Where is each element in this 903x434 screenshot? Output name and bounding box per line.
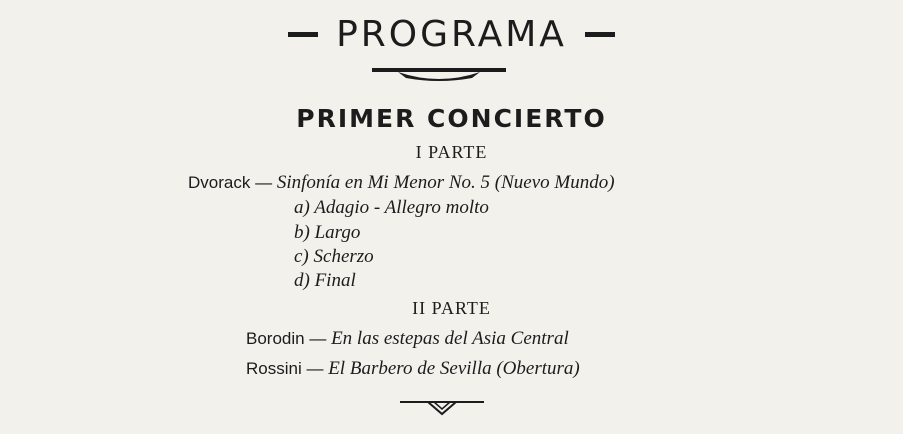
divider-ornament bbox=[368, 62, 510, 84]
title-right-dash bbox=[585, 32, 615, 37]
movement-item: b) Largo bbox=[294, 222, 361, 243]
part-two-heading: II PARTE bbox=[412, 298, 491, 318]
part-one-heading: I PARTE bbox=[415, 142, 488, 162]
composer-name: Borodin — bbox=[246, 329, 327, 348]
movement-item: a) Adagio - Allegro molto bbox=[294, 197, 489, 218]
borodin-line bbox=[246, 328, 569, 350]
bottom-ornament bbox=[398, 396, 486, 416]
concert-subtitle: PRIMER CONCIERTO bbox=[296, 104, 607, 133]
program-title: PROGRAMA bbox=[0, 14, 903, 55]
composer-name: Rossini — bbox=[246, 359, 324, 378]
dvorak-line bbox=[188, 172, 615, 194]
work-title: En las estepas del Asia Central bbox=[331, 328, 569, 349]
work-title: Sinfonía en Mi Menor No. 5 (Nuevo Mundo) bbox=[276, 172, 615, 193]
composer-name: Dvorack — bbox=[188, 173, 273, 192]
movement-item: d) Final bbox=[294, 270, 356, 291]
rossini-line bbox=[246, 358, 580, 380]
title-left-dash bbox=[288, 32, 318, 37]
work-title: El Barbero de Sevilla (Obertura) bbox=[328, 358, 580, 379]
movement-item: c) Scherzo bbox=[294, 246, 374, 267]
